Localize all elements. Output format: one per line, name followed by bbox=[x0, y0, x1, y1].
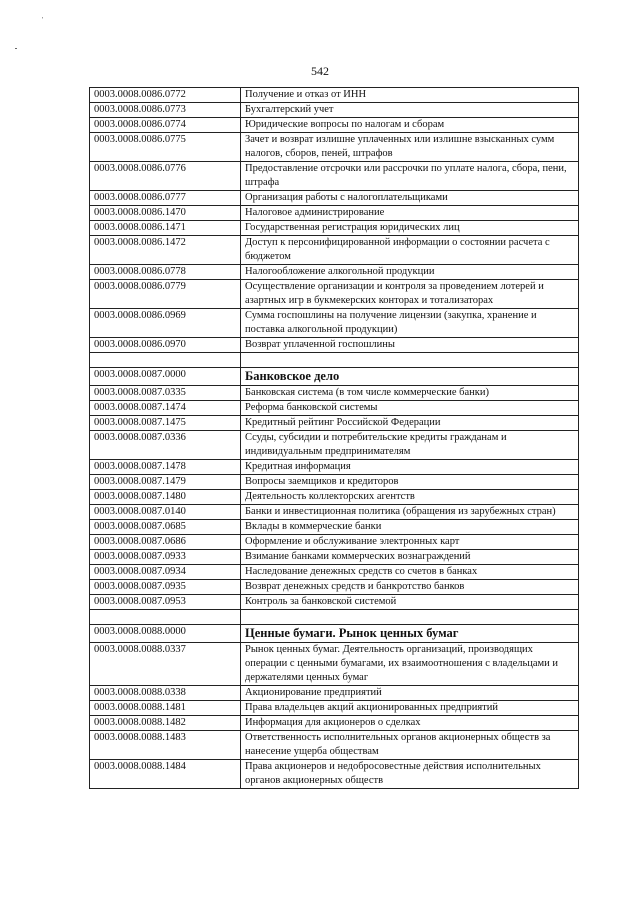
section-code: 0003.0008.0087.0000 bbox=[90, 368, 241, 386]
classifier-code: 0003.0008.0088.0338 bbox=[90, 686, 241, 701]
classifier-code: 0003.0008.0087.0685 bbox=[90, 520, 241, 535]
classifier-code: 0003.0008.0086.0773 bbox=[90, 103, 241, 118]
topic-name: Осуществление организации и контроля за проведением лотерей и азартных игр в букмекерских конторах и тотализаторах bbox=[241, 280, 579, 309]
topic-name: Деятельность коллекторских агентств bbox=[241, 490, 579, 505]
table-row bbox=[90, 716, 579, 731]
classifier-code: 0003.0008.0086.0779 bbox=[90, 280, 241, 309]
topic-name: Государственная регистрация юридических лиц bbox=[241, 221, 579, 236]
table-row bbox=[90, 490, 579, 505]
section-header-row bbox=[90, 368, 579, 386]
table-row bbox=[90, 475, 579, 490]
classifier-code: 0003.0008.0086.0970 bbox=[90, 338, 241, 353]
topic-name: Юридические вопросы по налогам и сборам bbox=[241, 118, 579, 133]
topic-name: Получение и отказ от ИНН bbox=[241, 88, 579, 103]
table-row bbox=[90, 760, 579, 789]
classifier-code: 0003.0008.0088.1484 bbox=[90, 760, 241, 789]
classifier-code: 0003.0008.0087.1475 bbox=[90, 416, 241, 431]
blank-cell bbox=[90, 353, 241, 368]
classifier-code: 0003.0008.0087.1480 bbox=[90, 490, 241, 505]
table-row bbox=[90, 338, 579, 353]
table-row bbox=[90, 416, 579, 431]
blank-cell bbox=[241, 353, 579, 368]
classifier-code: 0003.0008.0086.1472 bbox=[90, 236, 241, 265]
classifier-code: 0003.0008.0088.1481 bbox=[90, 701, 241, 716]
table-row bbox=[90, 386, 579, 401]
topic-name: Рынок ценных бумаг. Деятельность организаций, производящих операции с ценными бумагами, их взаимоотношения с владельцами и держателями ценных бумаг bbox=[241, 643, 579, 686]
topic-name: Контроль за банковской системой bbox=[241, 595, 579, 610]
section-title: Банковское дело bbox=[241, 368, 579, 386]
table-row bbox=[90, 191, 579, 206]
classifier-code: 0003.0008.0087.1474 bbox=[90, 401, 241, 416]
table-row bbox=[90, 88, 579, 103]
table-row bbox=[90, 550, 579, 565]
scan-mark: ' bbox=[42, 16, 44, 24]
section-code: 0003.0008.0088.0000 bbox=[90, 625, 241, 643]
classifier-code: 0003.0008.0087.0686 bbox=[90, 535, 241, 550]
page-number: 542 bbox=[311, 64, 329, 78]
classifier-code: 0003.0008.0087.0336 bbox=[90, 431, 241, 460]
table-row bbox=[90, 309, 579, 338]
topic-name: Информация для акционеров о сделках bbox=[241, 716, 579, 731]
table-row bbox=[90, 595, 579, 610]
table-row bbox=[90, 401, 579, 416]
classifier-table bbox=[89, 87, 579, 789]
classifier-code: 0003.0008.0086.0969 bbox=[90, 309, 241, 338]
classifier-code: 0003.0008.0088.1483 bbox=[90, 731, 241, 760]
section-header-row bbox=[90, 625, 579, 643]
topic-name: Банки и инвестиционная политика (обращения из зарубежных стран) bbox=[241, 505, 579, 520]
classifier-code: 0003.0008.0086.0774 bbox=[90, 118, 241, 133]
classifier-code: 0003.0008.0086.1471 bbox=[90, 221, 241, 236]
table-row bbox=[90, 731, 579, 760]
table-row bbox=[90, 103, 579, 118]
classifier-code: 0003.0008.0087.1479 bbox=[90, 475, 241, 490]
classifier-code: 0003.0008.0087.0335 bbox=[90, 386, 241, 401]
section-title: Ценные бумаги. Рынок ценных бумаг bbox=[241, 625, 579, 643]
blank-cell bbox=[90, 610, 241, 625]
classifier-code: 0003.0008.0087.0934 bbox=[90, 565, 241, 580]
table-row bbox=[90, 133, 579, 162]
topic-name: Вопросы заемщиков и кредиторов bbox=[241, 475, 579, 490]
classifier-code: 0003.0008.0087.0140 bbox=[90, 505, 241, 520]
table-row bbox=[90, 701, 579, 716]
table-row bbox=[90, 460, 579, 475]
table-row bbox=[90, 686, 579, 701]
classifier-code: 0003.0008.0086.1470 bbox=[90, 206, 241, 221]
table-row bbox=[90, 565, 579, 580]
topic-name: Возврат уплаченной госпошлины bbox=[241, 338, 579, 353]
classifier-code: 0003.0008.0086.0772 bbox=[90, 88, 241, 103]
table-row bbox=[90, 265, 579, 280]
topic-name: Наследование денежных средств со счетов в банках bbox=[241, 565, 579, 580]
blank-cell bbox=[241, 610, 579, 625]
table-row bbox=[90, 535, 579, 550]
topic-name: Налоговое администрирование bbox=[241, 206, 579, 221]
topic-name: Акционирование предприятий bbox=[241, 686, 579, 701]
table-row bbox=[90, 206, 579, 221]
classifier-code: 0003.0008.0087.0953 bbox=[90, 595, 241, 610]
topic-name: Кредитный рейтинг Российской Федерации bbox=[241, 416, 579, 431]
classifier-code: 0003.0008.0086.0776 bbox=[90, 162, 241, 191]
table-row bbox=[90, 431, 579, 460]
topic-name: Ответственность исполнительных органов акционерных обществ за нанесение ущерба обществам bbox=[241, 731, 579, 760]
topic-name: Права акционеров и недобросовестные действия исполнительных органов акционерных обществ bbox=[241, 760, 579, 789]
table-row bbox=[90, 221, 579, 236]
blank-separator-row bbox=[90, 353, 579, 368]
table-row bbox=[90, 236, 579, 265]
classifier-table-body bbox=[90, 88, 579, 789]
classifier-code: 0003.0008.0086.0778 bbox=[90, 265, 241, 280]
classifier-code: 0003.0008.0087.1478 bbox=[90, 460, 241, 475]
topic-name: Оформление и обслуживание электронных карт bbox=[241, 535, 579, 550]
table-row bbox=[90, 280, 579, 309]
table-row bbox=[90, 162, 579, 191]
topic-name: Зачет и возврат излишне уплаченных или излишне взысканных сумм налогов, сборов, пеней, штрафов bbox=[241, 133, 579, 162]
topic-name: Доступ к персонифицированной информации о состоянии расчета с бюджетом bbox=[241, 236, 579, 265]
classifier-code: 0003.0008.0087.0933 bbox=[90, 550, 241, 565]
classifier-code: 0003.0008.0088.0337 bbox=[90, 643, 241, 686]
topic-name: Ссуды, субсидии и потребительские кредиты гражданам и индивидуальным предпринимателям bbox=[241, 431, 579, 460]
table-row bbox=[90, 643, 579, 686]
topic-name: Бухгалтерский учет bbox=[241, 103, 579, 118]
classifier-code: 0003.0008.0087.0935 bbox=[90, 580, 241, 595]
classifier-code: 0003.0008.0086.0775 bbox=[90, 133, 241, 162]
classifier-code: 0003.0008.0088.1482 bbox=[90, 716, 241, 731]
table-row bbox=[90, 505, 579, 520]
table-row bbox=[90, 118, 579, 133]
table-row bbox=[90, 580, 579, 595]
topic-name: Банковская система (в том числе коммерческие банки) bbox=[241, 386, 579, 401]
topic-name: Кредитная информация bbox=[241, 460, 579, 475]
topic-name: Предоставление отсрочки или рассрочки по уплате налога, сбора, пени, штрафа bbox=[241, 162, 579, 191]
scan-dot bbox=[15, 48, 17, 49]
topic-name: Налогообложение алкогольной продукции bbox=[241, 265, 579, 280]
topic-name: Права владельцев акций акционированных предприятий bbox=[241, 701, 579, 716]
topic-name: Возврат денежных средств и банкротство банков bbox=[241, 580, 579, 595]
topic-name: Взимание банками коммерческих вознаграждений bbox=[241, 550, 579, 565]
topic-name: Вклады в коммерческие банки bbox=[241, 520, 579, 535]
blank-separator-row bbox=[90, 610, 579, 625]
topic-name: Организация работы с налогоплательщиками bbox=[241, 191, 579, 206]
table-row bbox=[90, 520, 579, 535]
topic-name: Реформа банковской системы bbox=[241, 401, 579, 416]
topic-name: Сумма госпошлины на получение лицензии (закупка, хранение и поставка алкогольной продукции) bbox=[241, 309, 579, 338]
classifier-code: 0003.0008.0086.0777 bbox=[90, 191, 241, 206]
